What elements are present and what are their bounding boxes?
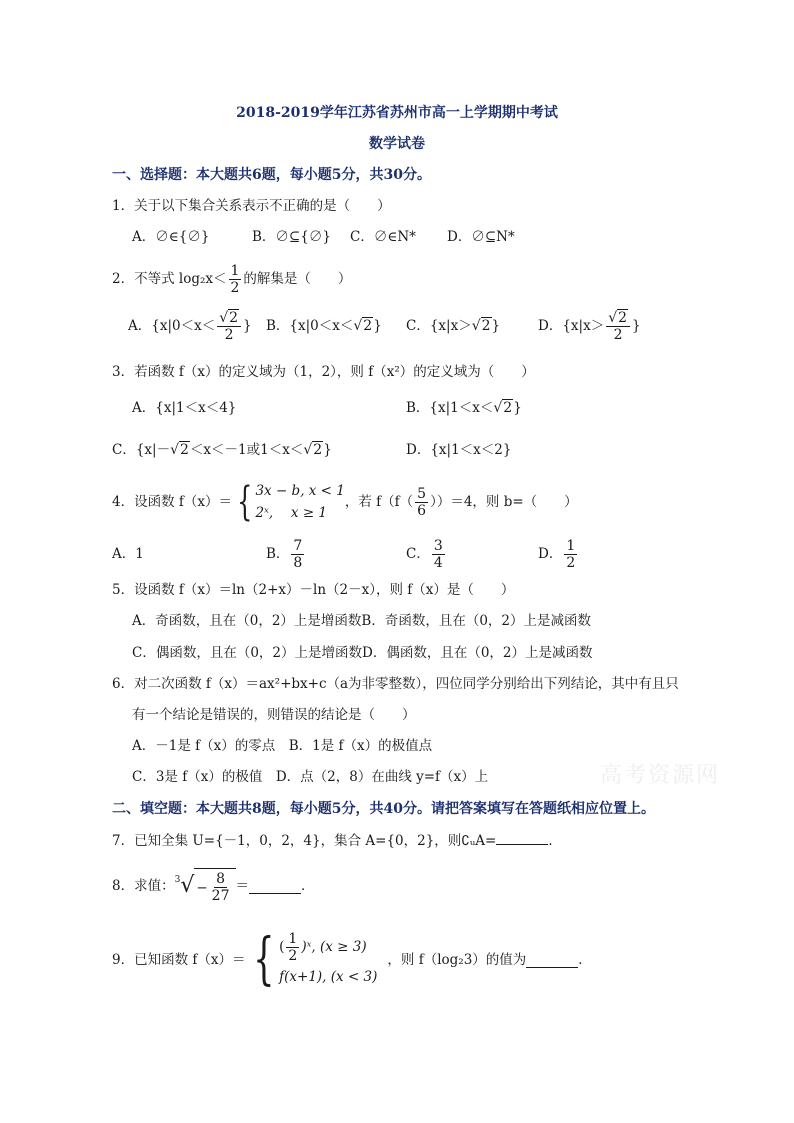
- radicand: 2: [618, 309, 628, 326]
- option-close: }: [323, 442, 332, 458]
- sqrt2-over-2: [606, 310, 630, 343]
- question-9-stem-pre: 9．已知函数 f（x）＝: [112, 952, 246, 968]
- piecewise-row-2: 2ˣ, x ≥ 1: [255, 505, 328, 521]
- question-1-option-c: C．∅∈N*: [350, 229, 416, 245]
- answer-blank: [249, 879, 301, 894]
- root-sign: √: [180, 873, 195, 898]
- fraction-denominator: 8: [293, 554, 303, 571]
- fraction-denominator: 4: [433, 554, 443, 571]
- fraction-denominator: 2: [224, 326, 234, 343]
- option-text: B．{x|1＜x＜: [406, 400, 494, 416]
- option-close: }: [491, 318, 501, 334]
- question-end: ．: [578, 952, 592, 968]
- option-close: }: [632, 318, 641, 334]
- question-4-option-d: [538, 534, 579, 574]
- section-fill-heading: 二、填空题：本大题共8题，每小题5分，共40分。请把答案填写在答题纸相应位置上。: [112, 801, 655, 817]
- question-1-option-b: B．∅⊆{∅}: [252, 229, 331, 245]
- equals-sign: ＝: [235, 878, 249, 894]
- question-5-options-ab: A．奇函数，且在（0，2）上是增函数B．奇函数，且在（0，2）上是减函数: [132, 613, 592, 629]
- question-9: [112, 927, 592, 992]
- question-3-option-c: [112, 440, 332, 460]
- question-4-option-b: [266, 534, 306, 574]
- fraction-denominator: 2: [566, 554, 576, 571]
- section-choice-heading: 一、选择题：本大题共6题，每小题5分，共30分。: [112, 167, 431, 183]
- root-index: 3: [174, 875, 181, 885]
- question-2-stem-post: 的解集是（ ）: [243, 271, 352, 287]
- option-text: B．{x|0＜x＜: [266, 318, 354, 334]
- sqrt-2: √2: [471, 318, 491, 334]
- radicand: 2: [313, 442, 323, 458]
- fraction-numerator: 5: [417, 485, 427, 502]
- option-close: }: [513, 400, 522, 416]
- paren-open: (: [279, 939, 285, 955]
- question-6-options-ab: A．－1是 f（x）的零点 B．1是 f（x）的极值点: [132, 738, 433, 754]
- left-brace: {: [252, 927, 275, 992]
- sqrt-2: √2: [353, 318, 373, 334]
- question-2-stem-pre: 2．不等式 log₂x＜: [112, 271, 227, 287]
- piecewise-row-2: f(x+1), (x < 3): [279, 968, 378, 985]
- fraction-numerator: 1: [288, 930, 298, 947]
- option-text-mid: ＜x＜－1或1＜x＜: [189, 442, 304, 458]
- question-8: [112, 864, 315, 908]
- fraction-denominator: 2: [613, 326, 623, 343]
- question-1-option-a: A．∅∈{∅}: [132, 229, 210, 245]
- piecewise-function: [246, 927, 378, 992]
- left-brace: {: [237, 479, 253, 525]
- exam-title: 2018-2019学年江苏省苏州市高一上学期期中考试: [236, 105, 558, 121]
- sqrt-2: √2: [170, 442, 189, 458]
- radicand: 2: [180, 442, 189, 458]
- option-text: C．: [406, 546, 430, 562]
- option-text: C．{x|x＞: [406, 318, 472, 334]
- radicand: 2: [363, 318, 373, 334]
- fraction-numerator: 1: [230, 262, 240, 279]
- question-4-stem: [112, 478, 578, 526]
- question-2-option-c: [406, 316, 500, 336]
- sqrt-2: √2: [493, 400, 513, 416]
- sqrt2-over-2: [217, 310, 241, 343]
- piecewise-row-1: 3x − b, x < 1: [255, 483, 345, 499]
- radicand: 2: [481, 318, 491, 334]
- question-6-stem-line-1: 6．对二次函数 f（x）＝ax²+bx+c（a为非零整数），四位同学分别给出下列结论，其中有且只: [112, 676, 679, 692]
- radicand: 2: [229, 309, 239, 326]
- option-text: D．: [538, 546, 563, 562]
- stem-post: ））＝4，则 b=（ ）: [430, 494, 578, 510]
- piecewise-function: [232, 480, 345, 524]
- fraction-numerator: 3: [433, 537, 443, 554]
- fraction-numerator: √2: [606, 310, 630, 327]
- row-1-tail: )ˣ, (x ≥ 3): [301, 939, 367, 955]
- question-6-options-cd: C．3是 f（x）的极值 D．点（2，8）在曲线 y=f（x）上: [132, 769, 489, 785]
- question-4-option-c: [406, 534, 447, 574]
- option-text: C．{x|－: [112, 442, 171, 458]
- option-text: B．: [266, 546, 290, 562]
- question-7: [112, 830, 562, 851]
- fraction-denominator: 2: [230, 279, 240, 296]
- fraction-numerator: 1: [566, 537, 576, 554]
- five-sixths: [415, 486, 428, 519]
- question-1-stem: 1．关于以下集合关系表示不正确的是（ ）: [112, 198, 391, 214]
- answer-blank: [526, 953, 578, 968]
- question-4-option-a: A．1: [112, 546, 144, 562]
- exam-subtitle: 数学试卷: [369, 136, 425, 152]
- question-2-stem: [112, 262, 351, 296]
- question-7-stem: 7．已知全集 U={－1，0，2，4}，集合 A={0，2}，则∁ᵤA=: [112, 833, 497, 849]
- fraction-denominator: 2: [288, 947, 298, 964]
- fraction-numerator: 8: [216, 871, 226, 887]
- question-2-option-d: [538, 306, 641, 346]
- option-close: }: [373, 318, 382, 334]
- question-3-option-a: A．{x|1＜x＜4}: [132, 400, 237, 416]
- option-close: }: [243, 318, 252, 334]
- minus-sign: −: [196, 879, 208, 896]
- question-5-stem: 5．设函数 f（x）＝ln（2+x）－ln（2－x），则 f（x）是（ ）: [112, 582, 515, 598]
- watermark: 高考资源网: [600, 763, 721, 788]
- sqrt-2: √2: [303, 442, 323, 458]
- option-text: D．{x|x＞: [538, 318, 605, 334]
- question-end: ．: [301, 878, 315, 894]
- stem-pre: 4．设函数 f（x）＝: [112, 494, 232, 510]
- question-3-stem: 3．若函数 f（x）的定义域为（1，2），则 f（x²）的定义域为（ ）: [112, 364, 535, 380]
- question-8-stem: 8．求值：: [112, 878, 175, 894]
- question-9-stem-post: ，则 f（log₂3）的值为: [387, 952, 527, 968]
- question-2-option-b: [266, 316, 382, 336]
- question-3-option-b: [406, 398, 522, 418]
- question-3-option-d: D．{x|1＜x＜2}: [406, 442, 512, 458]
- question-2-option-a: [128, 306, 252, 346]
- fraction-numerator: √2: [217, 310, 241, 327]
- stem-mid: ，若 f（f（: [344, 494, 414, 510]
- fraction-denominator: 6: [417, 502, 427, 519]
- answer-blank: [496, 830, 548, 845]
- radicand: 2: [503, 400, 513, 416]
- question-end: ．: [548, 833, 562, 849]
- radicand: [194, 868, 235, 904]
- option-text: A．{x|0＜x＜: [128, 318, 216, 334]
- fraction-denominator: 27: [211, 888, 230, 904]
- question-6-stem-line-2: 有一个结论是错误的，则错误的结论是（ ）: [132, 707, 416, 723]
- question-1-option-d: D．∅⊆N*: [447, 229, 515, 245]
- piecewise-row-1: [279, 931, 377, 964]
- fraction-numerator: 7: [293, 537, 303, 554]
- question-2-fraction: [229, 263, 242, 296]
- question-5-options-cd: C．偶函数，且在（0，2）上是增函数D．偶函数，且在（0，2）上是减函数: [132, 645, 593, 661]
